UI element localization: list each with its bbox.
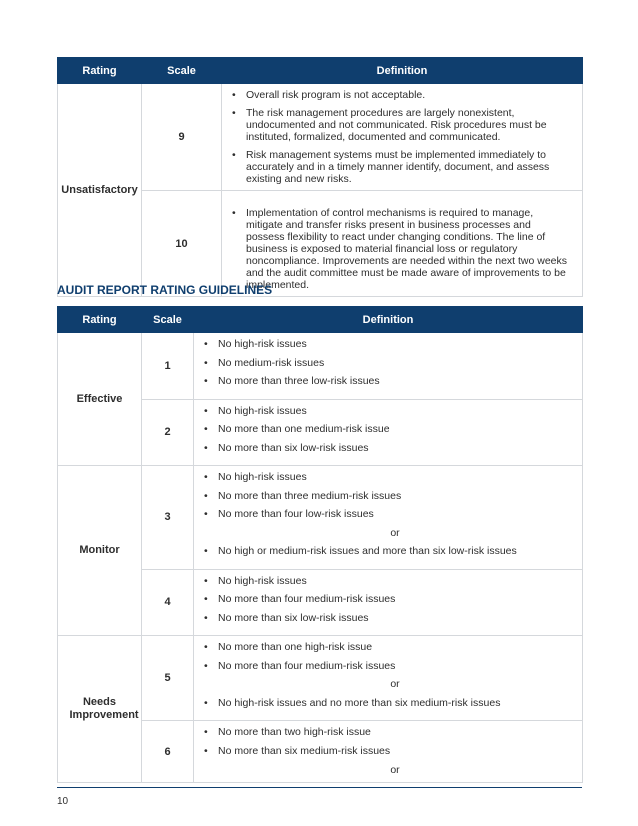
definition-cell	[194, 636, 583, 721]
scale-cell: 10	[142, 191, 222, 297]
list-item: • The risk management procedures are largely nonexistent, undocumented and not communicated. Risk procedures must be instituted, formalized, documented and communicated.	[230, 107, 572, 143]
list-item: • No high-risk issues	[202, 575, 572, 587]
list-item: • No high-risk issues	[202, 405, 572, 417]
list-item: • No more than six low-risk issues	[202, 442, 572, 454]
audit-rating-guidelines-table	[57, 306, 583, 783]
definition-cell	[222, 84, 583, 191]
definition-cell	[222, 191, 583, 297]
scale-cell: 1	[142, 333, 194, 400]
list-item: • No medium-risk issues	[202, 357, 572, 369]
or-separator: or	[390, 678, 400, 690]
table-row	[58, 636, 583, 721]
list-item: • Implementation of control mechanisms is required to manage, mitigate and transfer risks present in business processes and possess flexibility to react under changing conditions. The line of business is exposed to material financial loss or regulatory noncompliance. Improvements are needed within the next two weeks and the audit committee must be made aware of improvements to be implemented.	[230, 207, 572, 291]
page-number: 10	[57, 796, 69, 807]
risk-rating-table-continued	[57, 57, 583, 297]
header-definition: Definition	[194, 307, 583, 333]
list-item: • Risk management systems must be implemented immediately to accurately and in a timely manner identify, document, and assess existing and new risks.	[230, 149, 572, 185]
scale-cell: 6	[142, 721, 194, 783]
list-item: • Overall risk program is not acceptable.	[230, 89, 572, 101]
table-header-row	[58, 307, 583, 333]
header-rating: Rating	[58, 307, 142, 333]
list-item: • No more than one high-risk issue	[202, 641, 572, 653]
header-definition: Definition	[222, 58, 583, 84]
list-item: • No more than three low-risk issues	[202, 375, 572, 387]
list-item: • No high-risk issues and no more than six medium-risk issues	[202, 697, 572, 709]
list-item: • No high-risk issues	[202, 338, 572, 350]
definition-cell	[194, 721, 583, 783]
definition-cell	[194, 569, 583, 636]
or-separator: or	[390, 763, 400, 776]
header-scale: Scale	[142, 307, 194, 333]
list-item: • No more than one medium-risk issue	[202, 423, 572, 435]
list-item: • No more than two high-risk issue	[202, 726, 572, 738]
or-separator: or	[390, 526, 400, 539]
rating-cell: Unsatisfactory	[58, 84, 142, 297]
table-header-row	[58, 58, 583, 84]
rating-cell	[58, 636, 142, 783]
rating-cell: Effective	[58, 333, 142, 466]
list-item: • No more than four medium-risk issues	[202, 593, 572, 605]
list-item: • No more than three medium-risk issues	[202, 490, 572, 502]
list-item: • No more than six medium-risk issues	[202, 745, 572, 757]
header-rating: Rating	[58, 58, 142, 84]
scale-cell: 3	[142, 466, 194, 570]
scale-cell: 4	[142, 569, 194, 636]
section-heading: AUDIT REPORT RATING GUIDELINES	[57, 283, 273, 297]
footer-divider	[57, 787, 582, 788]
definition-cell	[194, 399, 583, 466]
list-item: • No more than four low-risk issues	[202, 508, 572, 520]
definition-cell	[194, 466, 583, 570]
rating-cell: Monitor	[58, 466, 142, 636]
table-row	[58, 466, 583, 570]
scale-cell: 2	[142, 399, 194, 466]
table-row	[58, 84, 583, 191]
scale-cell: 5	[142, 636, 194, 721]
table-row	[58, 333, 583, 400]
list-item: • No more than six low-risk issues	[202, 612, 572, 624]
definition-cell	[194, 333, 583, 400]
rating-label: Needs Improvement	[69, 696, 139, 721]
scale-cell: 9	[142, 84, 222, 191]
list-item: • No high or medium-risk issues and more than six low-risk issues	[202, 545, 572, 557]
header-scale: Scale	[142, 58, 222, 84]
list-item: • No high-risk issues	[202, 471, 572, 483]
list-item: • No more than four medium-risk issues	[202, 660, 572, 672]
